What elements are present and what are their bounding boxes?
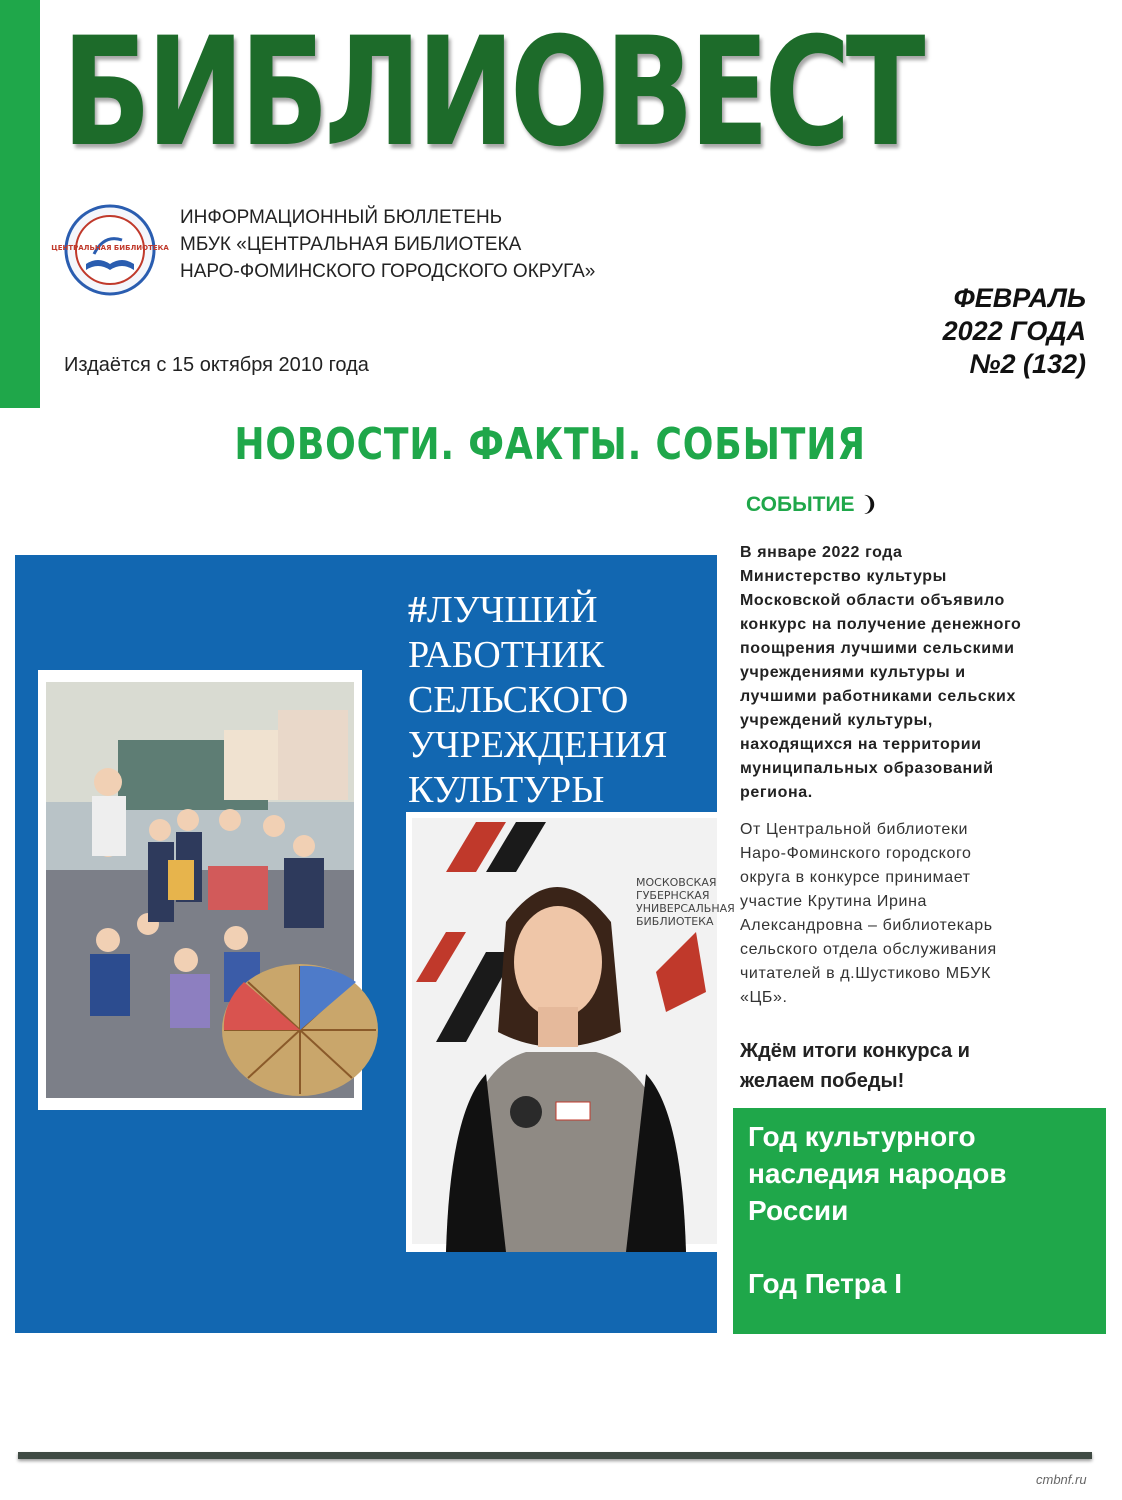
children-photo [38, 670, 362, 1110]
backdrop-text: МОСКОВСКАЯ [636, 876, 717, 889]
article-wish: Ждём итоги конкурса и желаем победы! [740, 1040, 970, 1092]
year-box-text: Год культурного наследия народов России Год Петра I [748, 1121, 1007, 1299]
publication-since: Издаётся с 15 октября 2010 года [64, 354, 369, 376]
logo-text: ЦЕНТРАЛЬНАЯ БИБЛИОТЕКА [51, 244, 169, 252]
hash-sign: # [408, 589, 427, 631]
masthead-title: БИБЛИОВЕСТ [62, 6, 921, 180]
publisher-line: МБУК «ЦЕНТРАЛЬНАЯ БИБЛИОТЕКА [180, 234, 522, 255]
issue-info [880, 282, 1086, 381]
article-lead: В январе 2022 года Министерство культуры Московской области объявило конкурс на получение денежного поощрения лучшими сельскими учреждениями культуры и лучшими работниками сельских учреждений культуры, находящихся на территории муниципальных образований региона. [740, 544, 1022, 801]
publisher-line: НАРО-ФОМИНСКОГО ГОРОДСКОГО ОКРУГА» [180, 261, 596, 282]
issue-number: №2 (132) [969, 349, 1086, 379]
backdrop-text: ГУБЕРНСКАЯ [636, 889, 710, 902]
site-watermark: cmbnf.ru [1036, 1472, 1087, 1487]
backdrop-text: БИБЛИОТЕКА [636, 915, 714, 928]
section-title: НОВОСТИ. ФАКТЫ. СОБЫТИЯ [234, 419, 866, 470]
issue-month: ФЕВРАЛЬ [953, 283, 1086, 313]
publisher-block [180, 204, 740, 285]
backdrop-text: УНИВЕРСАЛЬНАЯ [636, 902, 735, 915]
library-logo [51, 204, 169, 296]
publisher-line: ИНФОРМАЦИОННЫЙ БЮЛЛЕТЕНЬ [180, 207, 503, 228]
accent-bar [0, 0, 40, 408]
campaign-title: #ЛУЧШИЙ РАБОТНИК СЕЛЬСКОГО УЧРЕЖДЕНИЯ КУЛЬТУРЫ [408, 589, 668, 811]
event-label: СОБЫТИЕ ❩ [746, 493, 879, 516]
issue-year: 2022 ГОДА [942, 316, 1086, 346]
label-bracket-icon: ❩ [860, 493, 879, 516]
footer-rule [18, 1452, 1092, 1459]
article-body: От Центральной библиотеки Наро-Фоминского городского округа в конкурсе принимает участие Крутина Ирина Александровна – библиотекарь сельского отдела обслуживания читателей в д.Шустиково МБУК «ЦБ». [740, 821, 997, 1006]
librarian-photo [406, 812, 735, 1252]
